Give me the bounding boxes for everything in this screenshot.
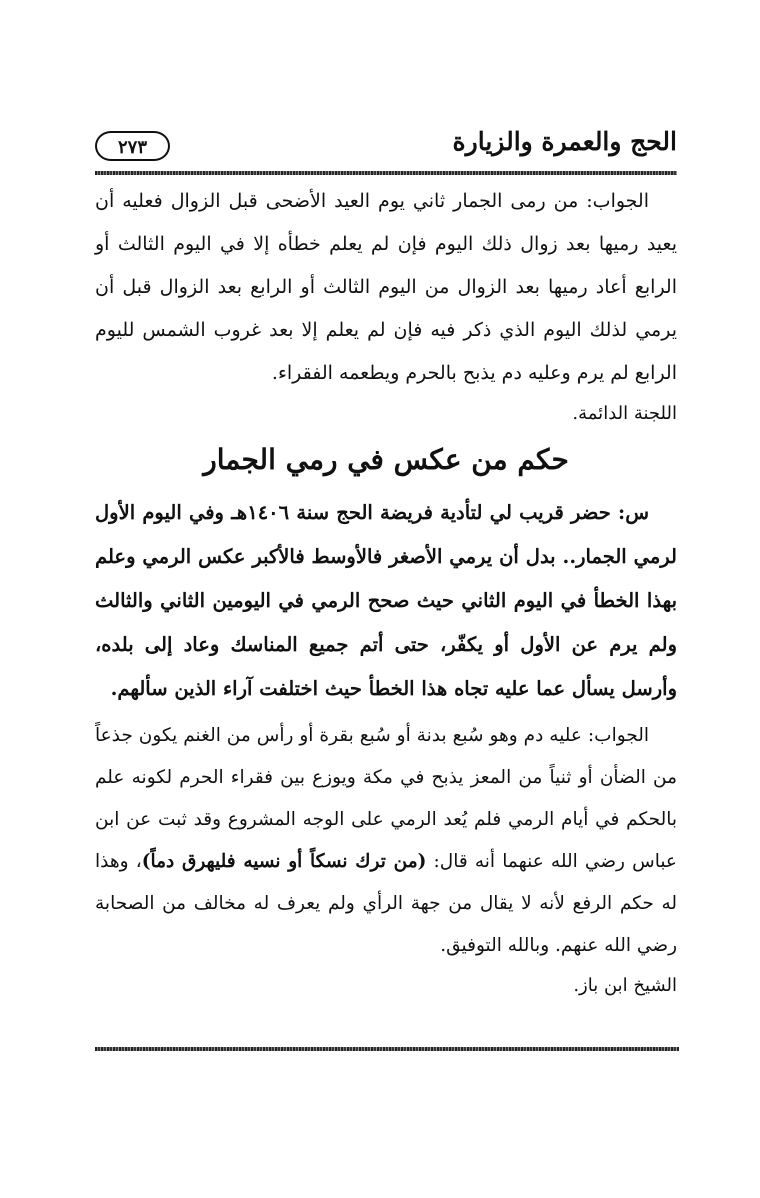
page-body — [95, 180, 677, 1001]
question-paragraph: س: حضر قريب لي لتأدية فريضة الحج سنة ١٤٠٦هـ وفي اليوم الأول لرمي الجمار.. بدل أن يرمي الأصغر فالأوسط فالأكبر عكس الرمي وعلم بهذا الخطأ في اليوم الثاني حيث صحح الرمي في اليومين الثاني والثالث ولم يرم عن الأول أو يكفّر، حتى أتم جميع المناسك وعاد إلى بلده، وأرسل يسأل عما عليه تجاه هذا الخطأ حيث اختلفت آراء الذين سألهم. — [95, 501, 677, 700]
answer-text-continued: ، وهذا له حكم الرفع لأنه لا يقال من جهة الرأي ولم يعرف له مخالف من الصحابة رضي الله عنهم. وبالله التوفيق. — [95, 851, 677, 956]
answer-paragraph-2 — [95, 715, 677, 967]
signature-ibn-baz: الشيخ ابن باز. — [573, 975, 677, 996]
answer-text: الجواب: عليه دم وهو سُبع بدنة أو سُبع بقرة أو رأس من الغنم يكون جذعاً من الضأن أو ثنياً من المعز يذبح في مكة ويوزع بين فقراء الحرم لكونه علم بالحكم في أيام الرمي فلم يُعد الرمي على الوجه المشروع وقد ثبت عن ابن عباس رضي الله عنهما أنه قال: — [95, 725, 677, 872]
answer-paragraph: الجواب: من رمى الجمار ثاني يوم العيد الأضحى قبل الزوال فعليه أن يعيد رميها بعد زوال ذلك اليوم فإن لم يعلم خطأه إلا في اليوم الثالث أو الرابع أعاد رميها بعد الزوال من اليوم الثالث أو الرابع بعد الزوال قبل أن يرمي لذلك اليوم الذي ذكر فيه فإن لم يعلم إلا بعد غروب الشمس لليوم الرابع لم يرم وعليه دم يذبح بالحرم ويطعمه الفقراء. — [95, 190, 677, 384]
section-title: حكم من عكس في رمي الجمار — [203, 443, 569, 476]
header-divider — [95, 171, 677, 175]
page-number: ٢٧٣ — [95, 131, 170, 161]
hadith-quote: (من ترك نسكاً أو نسيه فليهرق دماً) — [141, 851, 427, 872]
footer-divider — [95, 1047, 679, 1051]
signature-permanent-committee: اللجنة الدائمة. — [572, 403, 677, 424]
page-header — [95, 125, 677, 173]
running-title: الحج والعمرة والزيارة — [452, 127, 677, 156]
